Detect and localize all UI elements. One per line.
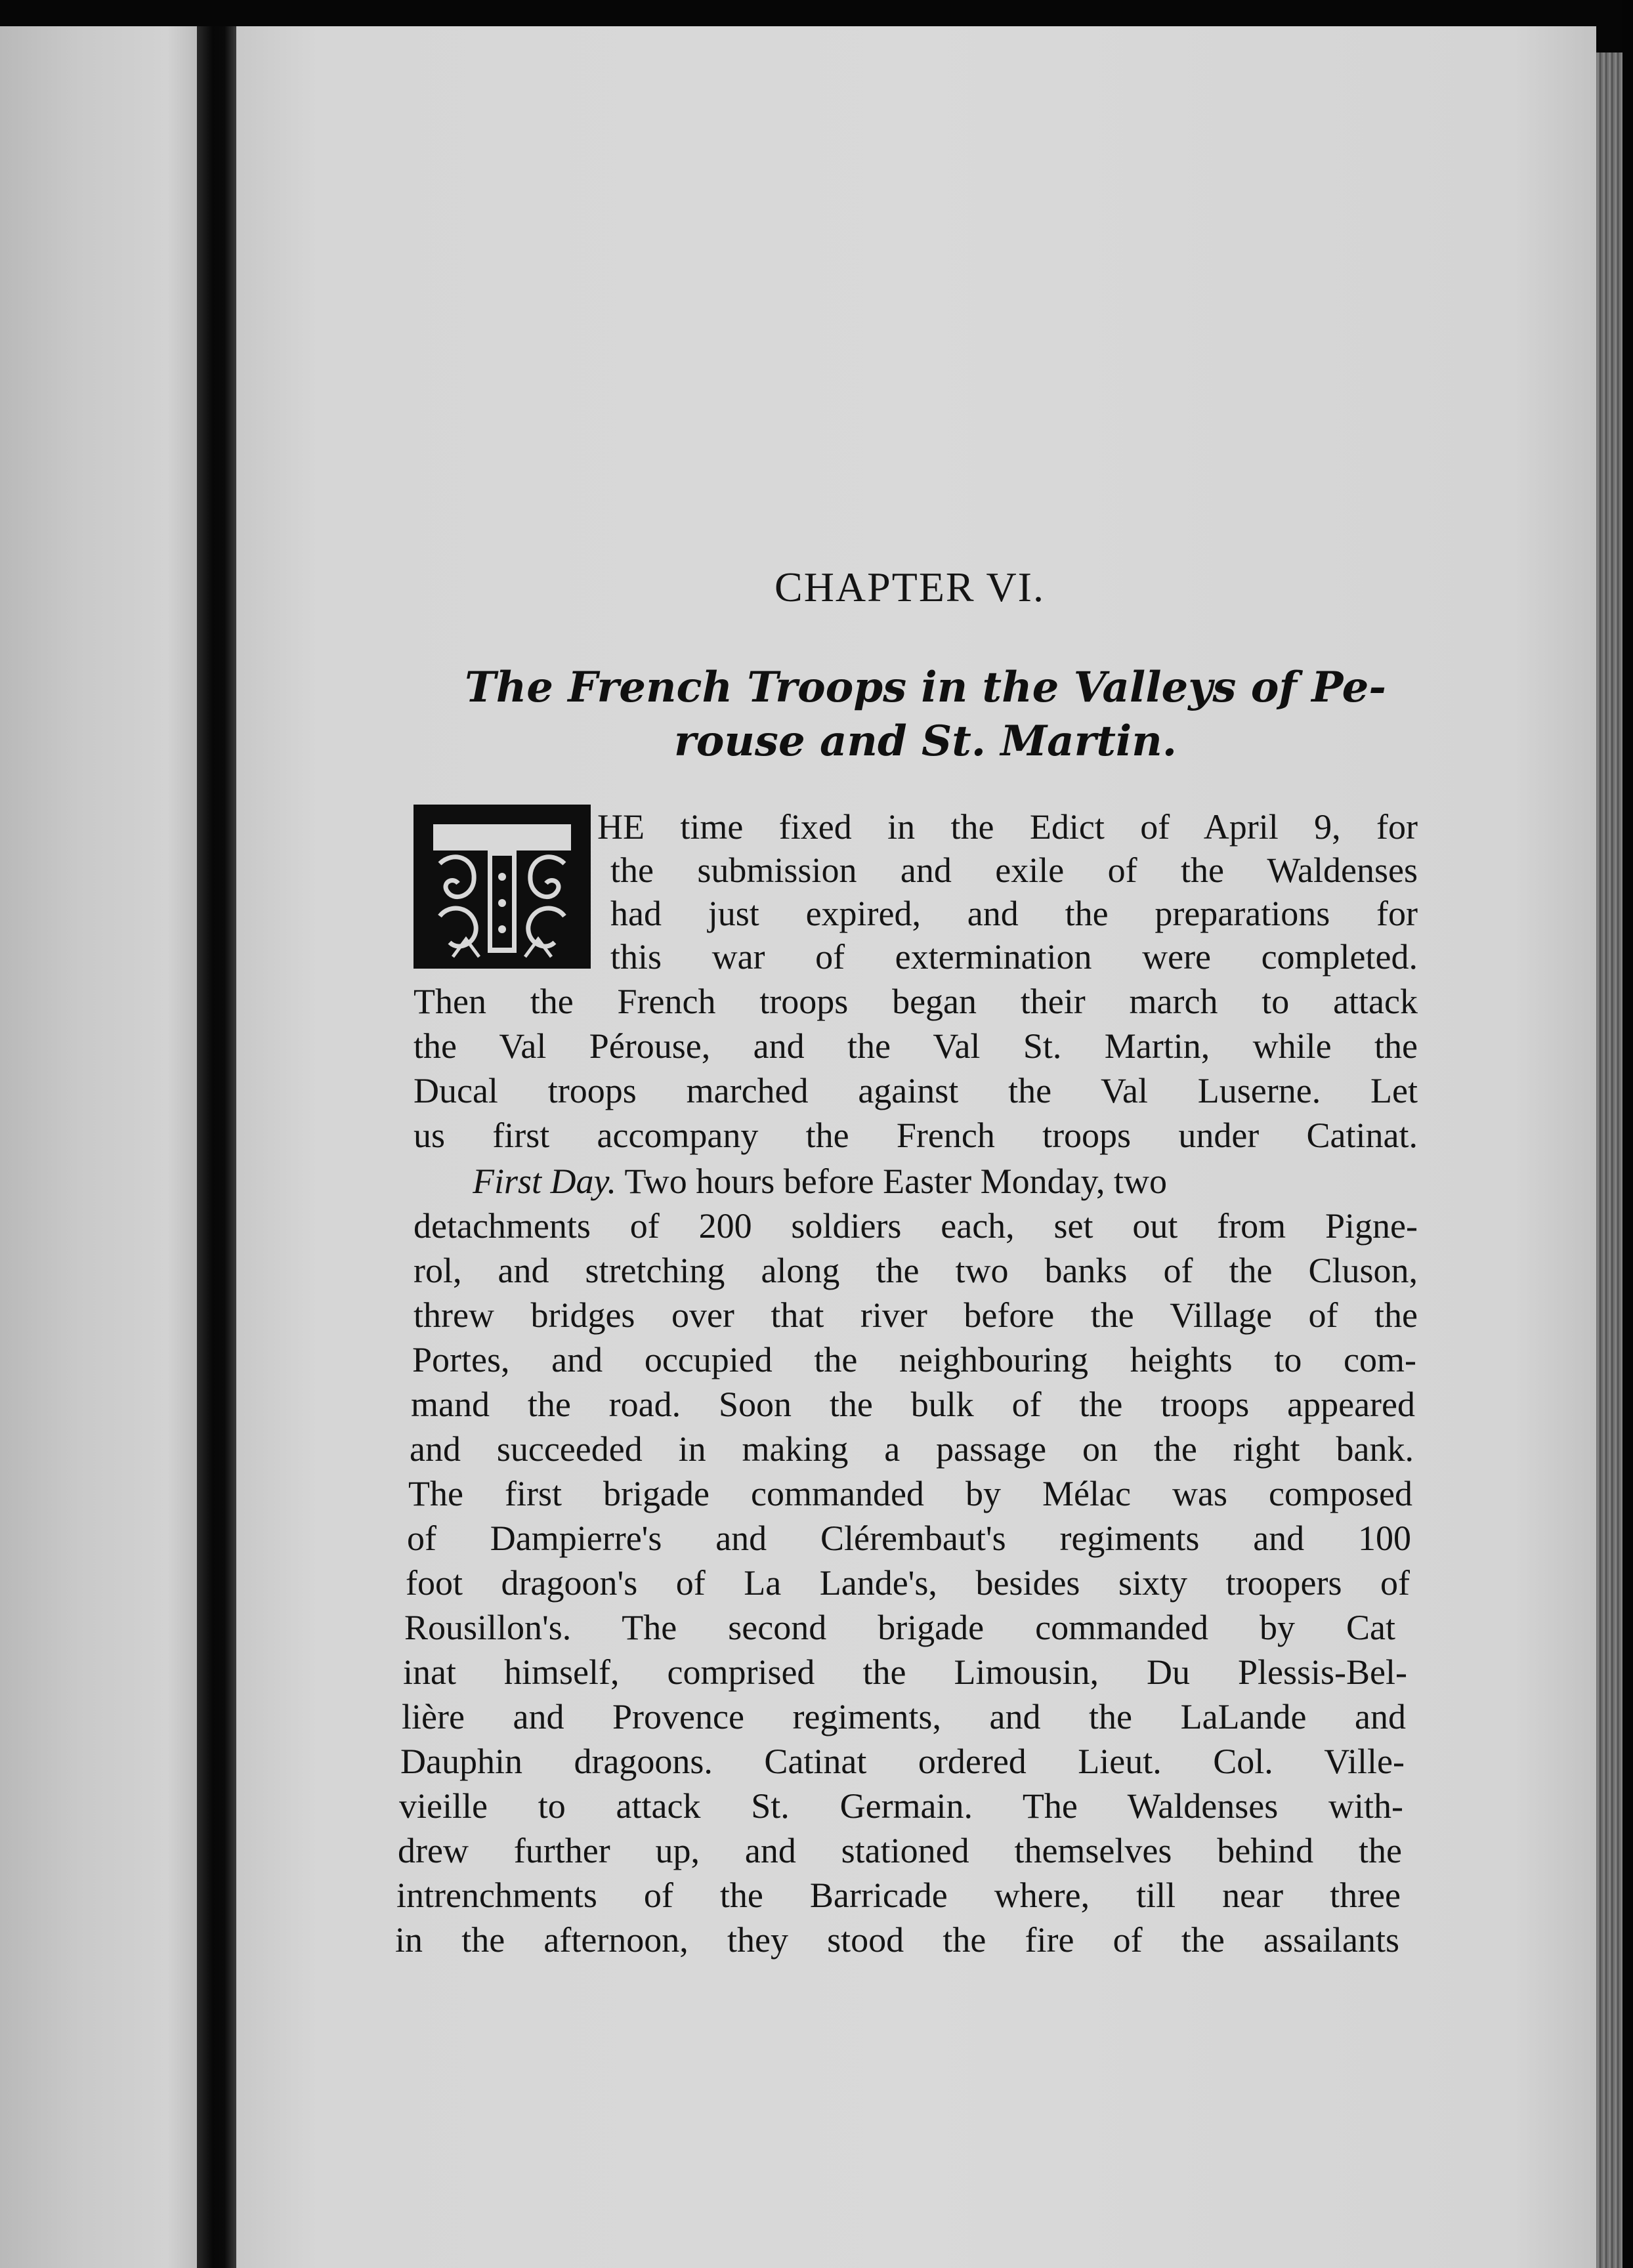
text-line: the Val Pérouse, and the Val St. Martin, while the (414, 1026, 1418, 1066)
text-line: had just expired, and the preparations for (610, 894, 1418, 933)
text-line: foot dragoon's of La Lande's, besides sixty troopers of (406, 1563, 1410, 1603)
text-line: the submission and exile of the Waldenses (610, 850, 1418, 890)
text-line: vieille to attack St. Germain. The Waldenses with- (399, 1786, 1403, 1826)
text-line: in the afternoon, they stood the fire of the assailants (395, 1920, 1399, 1960)
text-line: HE time fixed in the Edict of April 9, for (597, 807, 1418, 847)
text-line: Ducal troops marched against the Val Luserne. Let (414, 1071, 1418, 1110)
previous-page-edge (0, 26, 197, 2268)
text-line: The first brigade commanded by Mélac was composed (408, 1474, 1412, 1513)
text-line: this war of extermination were completed. (610, 937, 1418, 976)
scan-background (1622, 0, 1633, 2268)
run-in-heading: First Day. (473, 1162, 617, 1201)
text-line: Then the French troops began their march to attack (414, 982, 1418, 1021)
text-line: and succeeded in making a passage on the right bank. (410, 1429, 1414, 1469)
text-line: intrenchments of the Barricade where, till near three (396, 1876, 1401, 1915)
text-line: of Dampierre's and Clérembaut's regiments and 100 (407, 1519, 1411, 1558)
text-line: Rousillon's. The second brigade commanded by Cat (404, 1608, 1395, 1647)
text-line: rol, and stretching along the two banks of the Cluson, (414, 1251, 1418, 1290)
text-line (473, 1160, 1418, 1202)
text-line: inat himself, comprised the Limousin, Du Plessis-Bel- (403, 1652, 1407, 1692)
text-line: threw bridges over that river before the Village of the (414, 1295, 1418, 1335)
text-line: us first accompany the French troops under Catinat. (414, 1116, 1418, 1155)
text-run: Two hours before Easter Monday, two (616, 1162, 1168, 1201)
page-edges (1596, 52, 1622, 2268)
text-line: drew further up, and stationed themselves behind the (398, 1831, 1402, 1870)
text-line: Portes, and occupied the neighbouring heights to com- (412, 1340, 1416, 1379)
text-line: mand the road. Soon the bulk of the troops appeared (411, 1385, 1415, 1424)
chapter-title-line-1: The French Troops in the Valleys of Pe- (465, 663, 1386, 712)
ornamental-drop-cap-icon (414, 805, 591, 969)
chapter-title-line-2: rouse and St. Martin. (673, 717, 1177, 766)
text-line: detachments of 200 soldiers each, set out from Pigne- (414, 1206, 1418, 1246)
text-line: Dauphin dragoons. Catinat ordered Lieut. Col. Ville- (400, 1742, 1405, 1781)
binding-gutter (197, 26, 236, 2268)
chapter-heading: CHAPTER VI. (774, 564, 1045, 610)
text-line: lière and Provence regiments, and the LaLande and (402, 1697, 1406, 1736)
